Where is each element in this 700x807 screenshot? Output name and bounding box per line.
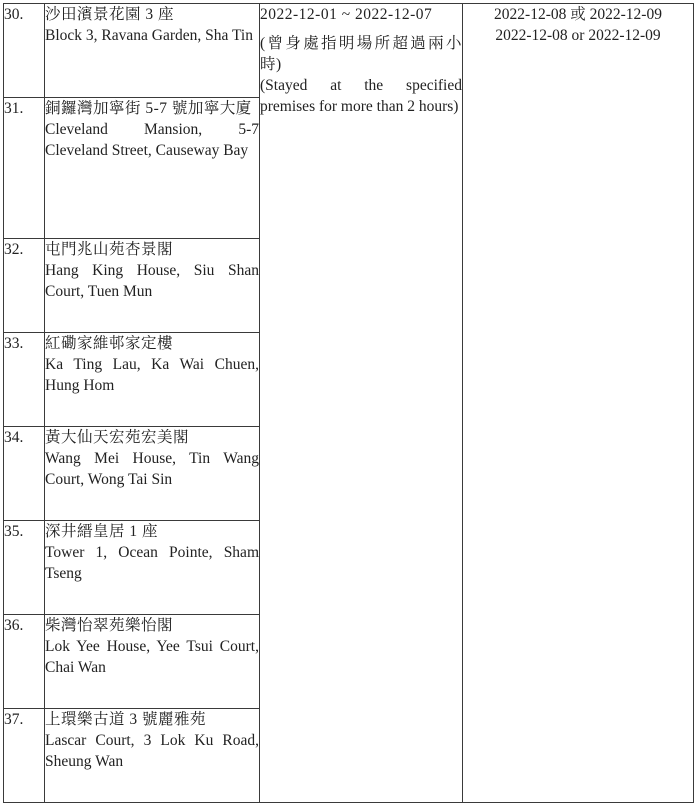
specified-premises-table (3, 3, 694, 803)
period-cell (260, 4, 463, 803)
premises-name-zh: 黃大仙天宏苑宏美閣 (45, 429, 190, 446)
premises-cell (45, 521, 260, 615)
row-number: 33. (4, 333, 45, 427)
premises-cell (45, 98, 260, 239)
test-date-cell (463, 4, 694, 803)
premises-cell (45, 709, 260, 803)
premises-name-en: Cleveland Mansion, 5-7 Cleveland Street, Causeway Bay (45, 121, 259, 159)
premises-name-zh: 紅磡家維邨家定樓 (45, 335, 174, 352)
premises-name-en: Ka Ting Lau, Ka Wai Chuen, Hung Hom (45, 356, 259, 394)
premises-name-en: Hang King House, Siu Shan Court, Tuen Mun (45, 262, 259, 300)
premises-cell (45, 427, 260, 521)
row-number: 34. (4, 427, 45, 521)
period-note-zh: (曾身處指明場所超過兩小時) (260, 35, 462, 73)
row-number: 30. (4, 4, 45, 98)
premises-cell (45, 333, 260, 427)
premises-name-zh: 上環樂古道 3 號麗雅苑 (45, 711, 207, 728)
premises-name-zh: 銅鑼灣加寧街 5-7 號加寧大廈 (45, 100, 252, 117)
test-date-zh: 2022-12-08 或 2022-12-09 (494, 6, 662, 23)
premises-name-zh: 沙田濱景花園 3 座 (45, 6, 175, 23)
row-number: 36. (4, 615, 45, 709)
premises-name-en: Lok Yee House, Yee Tsui Court, Chai Wan (45, 638, 259, 676)
period-dates: 2022-12-01 ~ 2022-12-07 (260, 6, 433, 23)
premises-name-en: Tower 1, Ocean Pointe, Sham Tseng (45, 544, 259, 582)
premises-cell (45, 239, 260, 333)
premises-cell (45, 4, 260, 98)
test-date-en: 2022-12-08 or 2022-12-09 (495, 27, 661, 44)
premises-name-en: Block 3, Ravana Garden, Sha Tin (45, 27, 253, 44)
premises-name-zh: 深井縉皇居 1 座 (45, 523, 159, 540)
premises-name-en: Wang Mei House, Tin Wang Court, Wong Tai Sin (45, 450, 259, 488)
row-number: 31. (4, 98, 45, 239)
table-row (4, 4, 694, 98)
row-number: 35. (4, 521, 45, 615)
row-number: 37. (4, 709, 45, 803)
period-note-en: (Stayed at the specified premises for more than 2 hours) (260, 77, 462, 115)
premises-name-zh: 柴灣怡翠苑樂怡閣 (45, 617, 174, 634)
premises-name-en: Lascar Court, 3 Lok Ku Road, Sheung Wan (45, 732, 259, 770)
row-number: 32. (4, 239, 45, 333)
premises-name-zh: 屯門兆山苑杏景閣 (45, 241, 174, 258)
premises-cell (45, 615, 260, 709)
